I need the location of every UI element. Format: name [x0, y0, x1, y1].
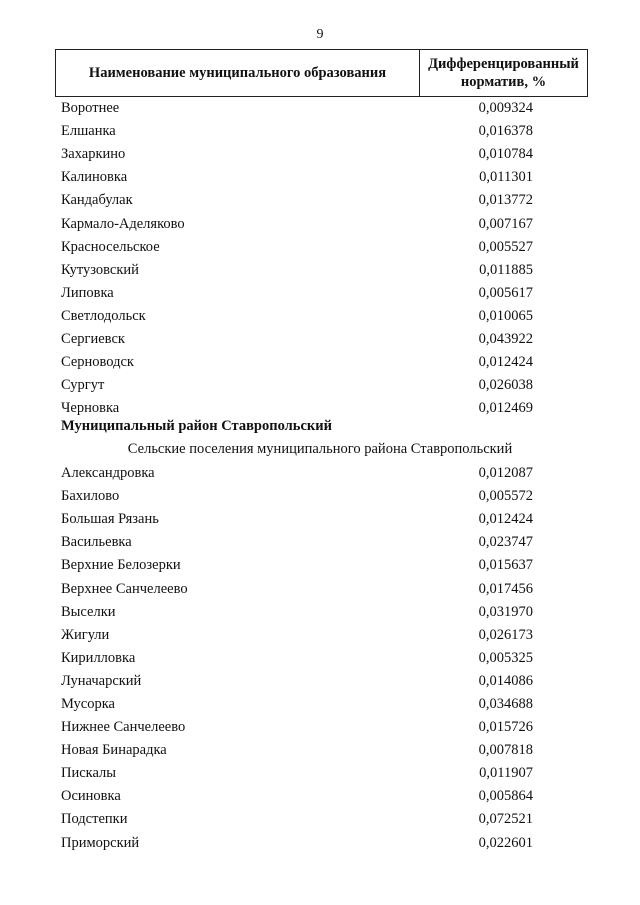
municipality-name: Кирилловка	[61, 649, 136, 666]
norm-value: 0,005527	[478, 238, 533, 255]
table-row	[61, 143, 533, 166]
norm-value: 0,031970	[478, 603, 533, 620]
page-number: 9	[316, 27, 324, 42]
municipality-name: Сергиевск	[61, 330, 125, 347]
table-row	[61, 716, 533, 739]
municipality-name: Калиновка	[61, 169, 128, 186]
municipality-name: Верхнее Санчелеево	[61, 580, 188, 597]
table-row	[61, 97, 533, 120]
table-row	[61, 397, 533, 420]
table-row	[61, 120, 533, 143]
norm-value: 0,015726	[478, 719, 533, 736]
district-subtitle: Сельские поселения муниципального района Ставропольский	[127, 441, 513, 457]
municipality-name: Воротнее	[61, 100, 120, 117]
municipality-name: Мусорка	[61, 695, 115, 712]
norm-value: 0,026173	[478, 626, 533, 643]
table-rows-bottom	[61, 462, 533, 855]
norm-value: 0,010065	[478, 307, 533, 324]
municipality-name: Серноводск	[61, 354, 134, 371]
municipality-name: Пискалы	[61, 765, 117, 782]
norm-value: 0,011301	[479, 169, 533, 186]
table-row	[61, 305, 533, 328]
norm-value: 0,005325	[478, 649, 533, 666]
table-row	[61, 554, 533, 577]
table-row	[61, 259, 533, 282]
table-row	[61, 624, 533, 647]
norm-value: 0,011885	[479, 261, 533, 278]
table-row	[61, 531, 533, 554]
municipality-name: Нижнее Санчелеево	[61, 719, 186, 736]
municipality-name: Елшанка	[61, 123, 116, 140]
municipality-name: Сургут	[61, 377, 105, 394]
table-row	[61, 762, 533, 785]
header-name-column: Наименование муниципального образования	[56, 50, 420, 96]
municipality-name: Черновка	[61, 400, 120, 417]
norm-value: 0,009324	[478, 100, 533, 117]
municipality-name: Большая Рязань	[61, 511, 159, 528]
norm-value: 0,012424	[478, 511, 533, 528]
municipality-name: Красносельское	[61, 238, 160, 255]
table-row	[61, 832, 533, 855]
municipality-name: Кутузовский	[61, 261, 139, 278]
norm-value: 0,023747	[478, 534, 533, 551]
norm-value: 0,072521	[478, 811, 533, 828]
norm-value: 0,012469	[478, 400, 533, 417]
district-title: Муниципальный район Ставропольский	[61, 418, 332, 434]
municipality-name: Осиновка	[61, 788, 121, 805]
table-row	[61, 601, 533, 624]
table-row	[61, 808, 533, 831]
municipality-name: Кандабулак	[61, 192, 133, 209]
table-row	[61, 577, 533, 600]
municipality-name: Приморский	[61, 834, 140, 851]
table-row	[61, 739, 533, 762]
municipality-name: Новая Бинарадка	[61, 742, 167, 759]
table-row	[61, 328, 533, 351]
table-rows-top	[61, 97, 533, 420]
table-row	[61, 212, 533, 235]
norm-value: 0,034688	[478, 695, 533, 712]
municipality-name: Захаркино	[61, 146, 126, 163]
table-header	[55, 49, 588, 97]
municipality-name: Подстепки	[61, 811, 128, 828]
table-row	[61, 236, 533, 259]
municipality-name: Светлодольск	[61, 307, 146, 324]
municipality-name: Бахилово	[61, 488, 120, 505]
norm-value: 0,012424	[478, 354, 533, 371]
municipality-name: Верхние Белозерки	[61, 557, 181, 574]
norm-value: 0,007167	[478, 215, 533, 232]
norm-value: 0,007818	[478, 742, 533, 759]
norm-value: 0,005572	[478, 488, 533, 505]
table-row	[61, 462, 533, 485]
table-row	[61, 351, 533, 374]
municipality-name: Васильевка	[61, 534, 132, 551]
table-row	[61, 647, 533, 670]
norm-value: 0,016378	[478, 123, 533, 140]
municipality-name: Жигули	[61, 626, 110, 643]
norm-value: 0,015637	[478, 557, 533, 574]
municipality-name: Луначарский	[61, 672, 142, 689]
norm-value: 0,010784	[478, 146, 533, 163]
table-row	[61, 282, 533, 305]
norm-value: 0,043922	[478, 330, 533, 347]
norm-value: 0,012087	[478, 465, 533, 482]
norm-value: 0,005864	[478, 788, 533, 805]
table-row	[61, 189, 533, 212]
table-row	[61, 508, 533, 531]
norm-value: 0,022601	[478, 834, 533, 851]
norm-value: 0,014086	[478, 672, 533, 689]
norm-value: 0,005617	[478, 284, 533, 301]
table-row	[61, 166, 533, 189]
municipality-name: Александровка	[61, 465, 155, 482]
norm-value: 0,013772	[478, 192, 533, 209]
table-row	[61, 374, 533, 397]
norm-value: 0,011907	[479, 765, 533, 782]
table-row	[61, 693, 533, 716]
municipality-name: Выселки	[61, 603, 116, 620]
header-value-column: Дифференцированный норматив, %	[428, 56, 579, 90]
norm-value: 0,017456	[478, 580, 533, 597]
table-row	[61, 670, 533, 693]
table-row	[61, 785, 533, 808]
norm-value: 0,026038	[478, 377, 533, 394]
municipality-name: Кармало-Аделяково	[61, 215, 185, 232]
table-row	[61, 485, 533, 508]
municipality-name: Липовка	[61, 284, 114, 301]
